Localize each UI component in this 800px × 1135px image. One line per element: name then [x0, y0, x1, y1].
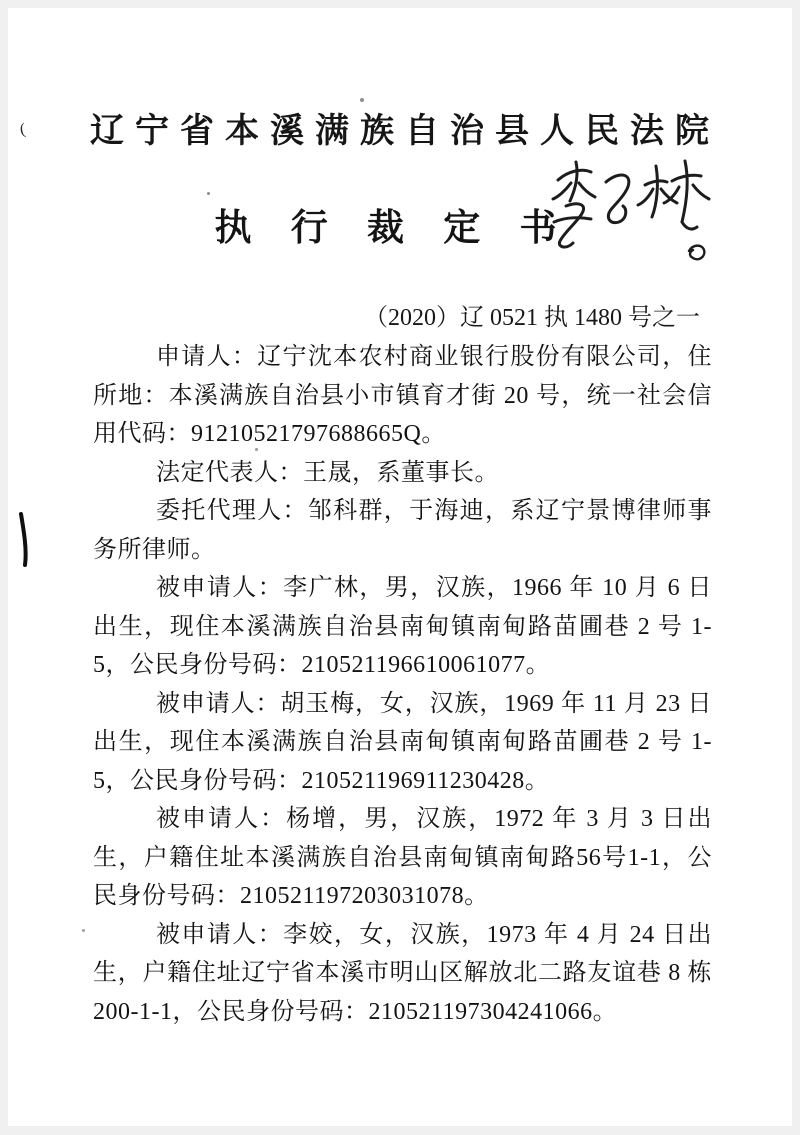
scan-artifact-pen-stroke	[17, 512, 29, 568]
signature-ink-strokes	[546, 156, 731, 268]
paragraph-respondent-3: 被申请人：杨增，男，汉族，1972 年 3 月 3 日出生，户籍住址本溪满族自治县南甸镇南甸路56号1-1，公民身份号码：210521197203031078。	[93, 806, 712, 909]
scan-artifact-speck	[360, 98, 364, 102]
paragraph-respondent-1: 被申请人：李广林，男，汉族，1966 年 10 月 6 日出生，现住本溪满族自治县南甸镇南甸路苗圃巷 2 号 1-5，公民身份号码：210521196610061077。	[93, 575, 712, 678]
scan-artifact-speck	[255, 448, 258, 451]
handwritten-signature	[546, 156, 731, 268]
scan-artifact-speck	[207, 192, 210, 195]
paragraph-applicant: 申请人：辽宁沈本农村商业银行股份有限公司，住所地：本溪满族自治县小市镇育才街 20 号，统一社会信用代码：91210521797688665Q。	[93, 344, 712, 447]
court-name-heading: 辽宁省本溪满族自治县人民法院	[90, 113, 720, 150]
paragraph-agents: 委托代理人：邹科群，于海迪，系辽宁景博律师事务所律师。	[93, 498, 712, 563]
case-number: （2020）辽 0521 执 1480 号之一	[364, 305, 700, 331]
document-title: 执 行 裁 定 书	[214, 208, 572, 249]
paragraph-legal-rep: 法定代表人：王晟，系董事长。	[156, 459, 499, 486]
scanned-document-page	[8, 8, 792, 1126]
scan-artifact-speck	[82, 929, 85, 932]
scan-artifact-paren-mark: (	[18, 120, 27, 139]
document-body	[93, 338, 712, 1031]
paragraph-respondent-4: 被申请人：李姣，女，汉族，1973 年 4 月 24 日出生，户籍住址辽宁省本溪市明山区解放北二路友谊巷 8 栋 200-1-1，公民身份号码：210521197304241066。	[93, 921, 712, 1025]
paragraph-respondent-2: 被申请人：胡玉梅，女，汉族，1969 年 11 月 23 日出生，现住本溪满族自治县南甸镇南甸路苗圃巷 2 号 1-5，公民身份号码：210521196911230428。	[93, 690, 712, 794]
